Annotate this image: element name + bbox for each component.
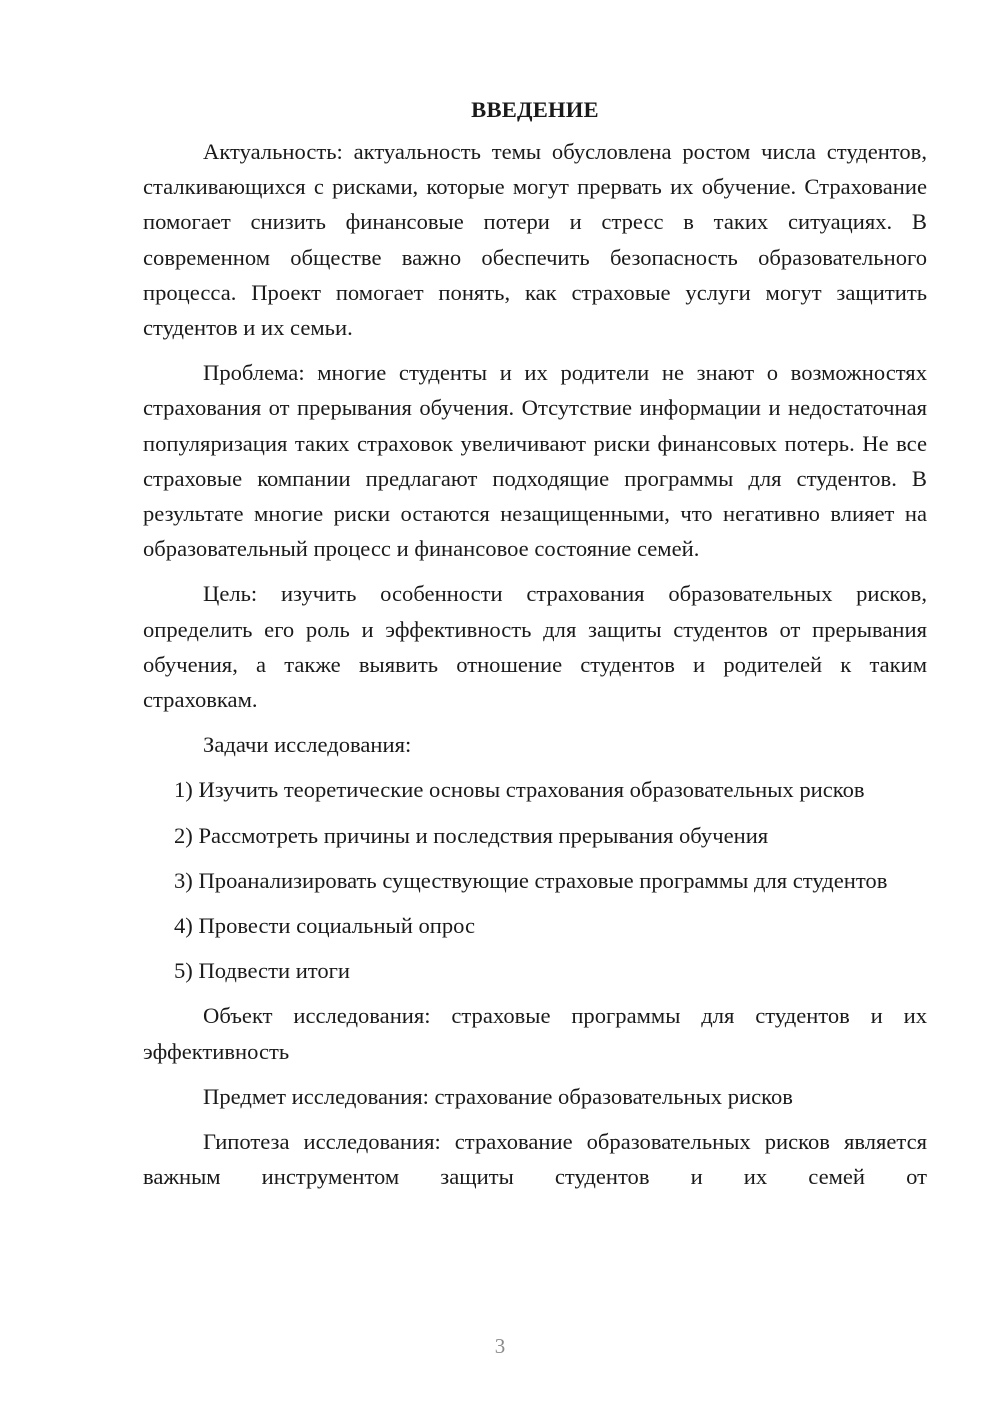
task-item: 5) Подвести итоги: [174, 958, 351, 984]
page-number: 3: [494, 1334, 506, 1358]
subject-paragraph: Предмет исследования: страхование образовательных рисков: [203, 1083, 793, 1109]
task-item: 3) Проанализировать существующие страховые программы для студентов: [174, 867, 888, 893]
task-item: 2) Рассмотреть причины и последствия прерывания обучения: [174, 822, 769, 848]
relevance-paragraph: Актуальность: актуальность темы обусловлена ростом числа студентов, сталкивающихся с рисками, которые могут прервать их обучение. Страхование помогает снизить финансовые потери и стресс в таких ситуациях. В современном обществе важно обеспечить безопасность образовательного процесса. Проект помогает понять, как страховые услуги могут защитить студентов и их семьи.: [143, 139, 927, 341]
problem-paragraph: Проблема: многие студенты и их родители не знают о возможностях страхования от прерывания обучения. Отсутствие информации и недостаточная популяризация таких страховок увеличивают риски финансовых потерь. Не все страховые компании предлагают подходящие программы для студентов. В результате многие риски остаются незащищенными, что негативно влияет на образовательный процесс и финансовое состояние семей.: [143, 360, 927, 562]
tasks-heading: Задачи исследования:: [203, 732, 412, 758]
task-item: 1) Изучить теоретические основы страхования образовательных рисков: [174, 777, 865, 803]
page-content: [143, 96, 927, 1194]
goal-paragraph: Цель: изучить особенности страхования образовательных рисков, определить его роль и эффективность для защиты студентов от прерывания обучения, а также выявить отношение студентов и родителей к таким страховкам.: [143, 581, 927, 713]
object-paragraph: Объект исследования: страховые программы для студентов и их эффективность: [143, 1003, 927, 1064]
hypothesis-paragraph: Гипотеза исследования: страхование образовательных рисков является важным инструментом защиты студентов и их семей от: [143, 1129, 927, 1190]
page-title: ВВЕДЕНИЕ: [471, 97, 599, 122]
task-item: 4) Провести социальный опрос: [174, 913, 476, 939]
